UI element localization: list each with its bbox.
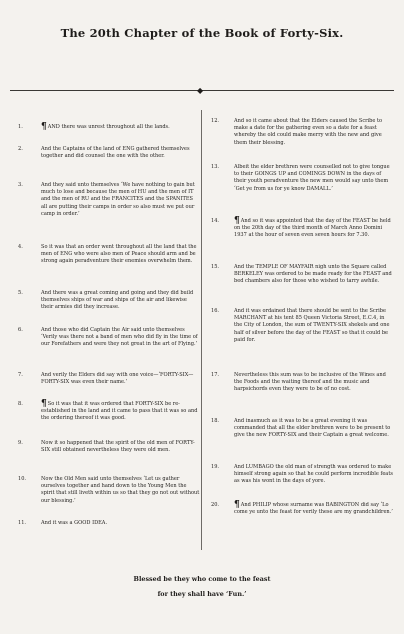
verse-number: 19. (211, 464, 220, 470)
verse-text: And it was ordained that there should be sent to the Scribe MARCHANT at his tent 85 Queen Victoria Street, E.C.4, in the City of London, the sum of TWENTY-SIX shekels and one half of silver before the day of the FEAST so that it could be paid for. (234, 308, 390, 343)
pilcrow-icon: ¶ (234, 216, 240, 226)
verse-text: Now the Old Men said unto themselves ‘Let us gather ourselves together and hand down to the Young Men the spirit that still liveth within us so that they go not out without our blessing.’ (41, 476, 200, 504)
column-divider (201, 110, 202, 550)
verse-text: And LUMBAGO the old man of strength was ordered to make himself strong again so that he could perform incredible feats as was his wont in the days of yore. (234, 464, 393, 485)
page-title: The 20th Chapter of the Book of Forty-Six. (60, 26, 344, 40)
verse-text: And PHILIP whose surname was BABINGTON did say ‘Lo come ye unto the feast for verily these are my grandchildren.’ (234, 502, 393, 516)
verse-number: 10. (18, 476, 27, 482)
pilcrow-icon: ¶ (41, 122, 47, 132)
verse-text: Nevertheless this sum was to be inclusive of the Wines and the Foods and the waiting thereof and the music and harpsichords even they were to be of no cost. (234, 372, 386, 393)
verse-number: 8. (18, 401, 23, 407)
verse-text: Albeit the elder brethren were counselled not to give tongue to their GOINGS UP and COMINGS DOWN in the days of their youth peradventure the new men would say unto them ‘Get ye from us for ye know DAMALL.’ (234, 164, 390, 192)
verse-number: 5. (18, 290, 23, 296)
verse-number: 15. (211, 264, 220, 270)
verse-number: 11. (18, 520, 27, 526)
verse-text: AND there was unrest throughout all the lands. (47, 124, 170, 130)
verse-number: 6. (18, 327, 23, 333)
verse-text: And inasmuch as it was to be a great evening it was commanded that all the elder brethren were to be present to give the new FORTY-SIX and their Captain a great welcome. (234, 418, 391, 439)
verse-number: 9. (18, 440, 23, 446)
verse-number: 16. (211, 308, 220, 314)
verse-text: And there was a great coming and going and they did build themselves ships of war and ships of the air and likewise their armies did they increase. (41, 290, 194, 311)
verse-number: 2. (18, 146, 23, 152)
verse-number: 7. (18, 372, 23, 378)
verse-number: 1. (18, 124, 23, 130)
divider-ornament: ◆ (197, 86, 204, 95)
verse-text: And so it was appointed that the day of the FEAST be held on the 20th day of the third month of March Anno Domini 1937 at the hour of seven even seven hours for 7.30. (234, 218, 391, 239)
verse-text: And it was a GOOD IDEA. (41, 520, 108, 526)
verse-text: So it was that it was ordered that FORTY-SIX be re-established in the land and it came to pass that it was so and the ordering thereof it was good. (41, 401, 198, 422)
closing-blessing (100, 572, 304, 602)
verse-number: 20. (211, 502, 220, 508)
verse-number: 13. (211, 164, 220, 170)
verse-text: And the TEMPLE OF MAYFAIR nigh unto the Square called BERKELEY was ordered to be made ready for the FEAST and bed chambers also for those who wished to tarry awhile. (234, 264, 392, 285)
pilcrow-icon: ¶ (41, 399, 47, 409)
verse-text: And verily the Elders did say with one voice—‘FORTY-SIX—FORTY-SIX was even their name.’ (41, 372, 194, 386)
verse-number: 4. (18, 244, 23, 250)
verse-text: And the Captains of the land of ENG gathered themselves together and did counsel the one with the other. (41, 146, 190, 160)
verse-text: So it was that an order went throughout all the land that the men of ENG who were also men of Peace should arm and be strong again peradventure their enemies overwhelm them. (41, 244, 197, 265)
verse-number: 18. (211, 418, 220, 424)
pilcrow-icon: ¶ (234, 500, 240, 510)
verse-text: Now it so happened that the spirit of the old men of FORTY-SIX still obtained nevertheless they were old men. (41, 440, 195, 454)
verse-number: 14. (211, 218, 220, 224)
verse-text: And so it came about that the Elders caused the Scribe to make a date for the gathering even so a date for a feast whereby the old could make merry with the new and give them their blessing. (234, 118, 383, 146)
verse-number: 17. (211, 372, 220, 378)
verse-text: And they said unto themselves ‘We have nothing to gain but much to lose and because the men of HU and the men of IT and the men of RU and the FRANCITES and the SPANITES all are putting their camps in order so also must we put our camp in order.’ (41, 182, 195, 217)
blessing-line-2: for they shall have ‘Fun.’ (157, 590, 247, 598)
verse-text: And those who did Captain the Air said unto themselves ‘Verily was there not a band of men who did fly in the time of our Forefathers and were they not great in the art of Flying.’ (41, 327, 198, 348)
verse-number: 3. (18, 182, 23, 188)
verse-number: 12. (211, 118, 220, 124)
blessing-line-1: Blessed be they who come to the feast (133, 575, 271, 583)
